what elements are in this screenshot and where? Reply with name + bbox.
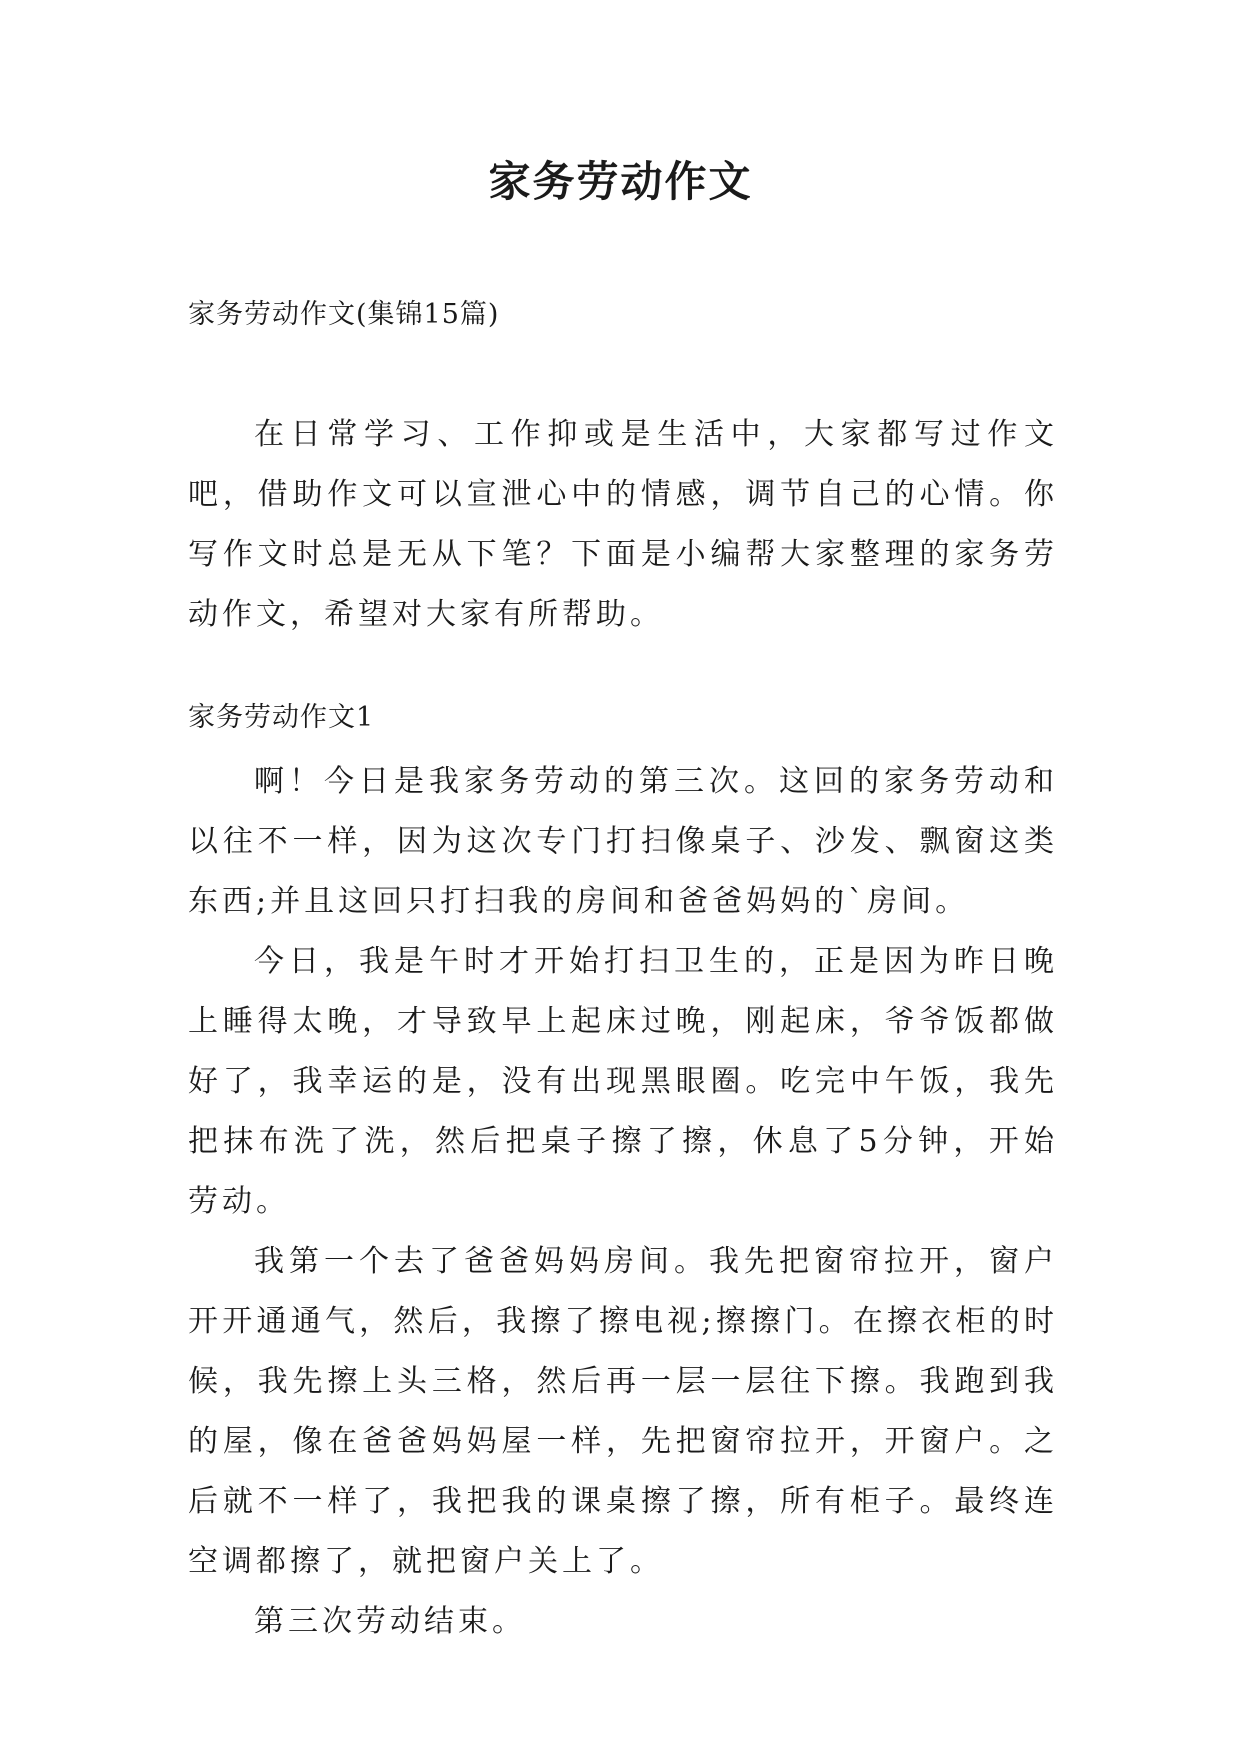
body-paragraph-1: 啊！今日是我家务劳动的第三次。这回的家务劳动和以往不一样，因为这次专门打扫像桌子、沙发、飘窗这类东西;并且这回只打扫我的房间和爸爸妈妈的`房间。 <box>188 764 1058 919</box>
body-paragraph-4: 第三次劳动结束。 <box>254 1604 526 1639</box>
body-paragraph-3: 我第一个去了爸爸妈妈房间。我先把窗帘拉开，窗户开开通通气，然后，我擦了擦电视;擦擦门。在擦衣柜的时候，我先擦上头三格，然后再一层一层往下擦。我跑到我的屋，像在爸爸妈妈屋一样，先把窗帘拉开，开窗户。之后就不一样了，我把我的课桌擦了擦，所有柜子。最终连空调都擦了，就把窗户关上了。 <box>188 1244 1058 1579</box>
intro-paragraph: 在日常学习、工作抑或是生活中，大家都写过作文吧，借助作文可以宣泄心中的情感，调节自己的心情。你写作文时总是无从下笔？下面是小编帮大家整理的家务劳动作文，希望对大家有所帮助。 <box>188 417 1058 632</box>
section-heading: 家务劳动作文1 <box>188 702 375 733</box>
document-subtitle: 家务劳动作文(集锦15篇) <box>188 299 500 330</box>
body-paragraph-2: 今日，我是午时才开始打扫卫生的，正是因为昨日晚上睡得太晚，才导致早上起床过晚，刚起床，爷爷饭都做好了，我幸运的是，没有出现黑眼圈。吃完中午饭，我先把抹布洗了洗，然后把桌子擦了擦，休息了5分钟，开始劳动。 <box>188 944 1058 1219</box>
document-title: 家务劳动作文 <box>488 157 753 206</box>
section-body <box>188 752 1058 1652</box>
